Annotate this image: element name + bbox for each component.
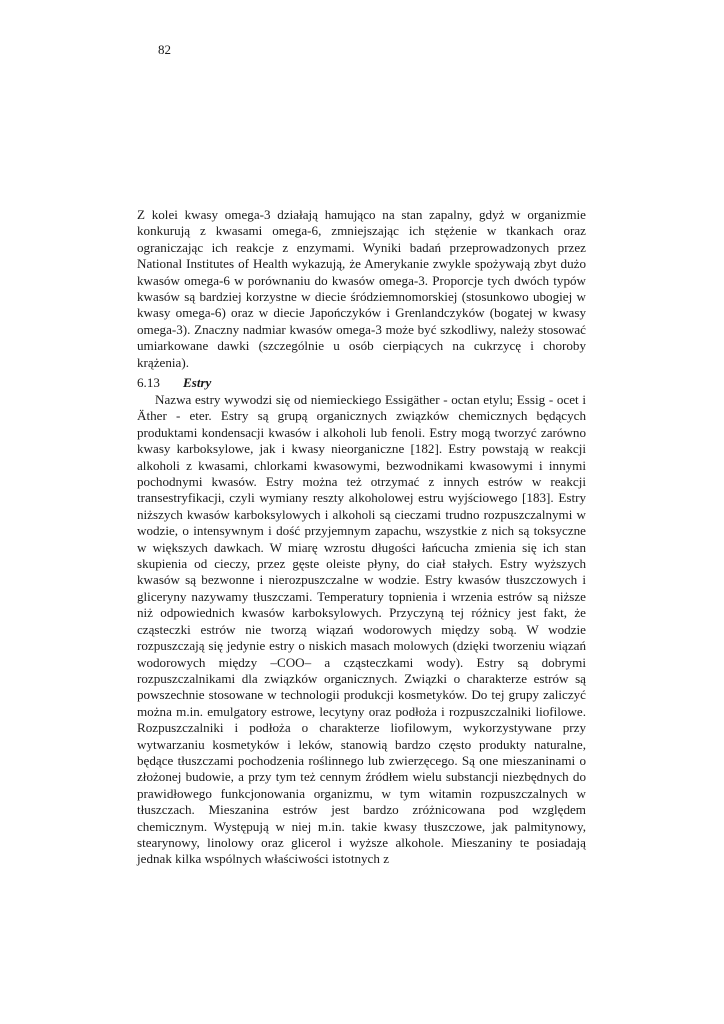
page-number: 82	[158, 42, 171, 57]
section-number: 6.13	[137, 375, 160, 390]
section-heading	[137, 375, 211, 391]
section-title: Estry	[183, 375, 212, 390]
omega-paragraph: Z kolei kwasy omega-3 działają hamująco na stan zapalny, gdyż w organizmie konkurują z kwasami omega-6, zmniejszając ich stężenie w tkankach oraz ograniczając ich reakcje z enzymami. Wyniki badań przeprowadzonych przez National Institutes of Health wykazują, że Amerykanie zwykle spożywają zbyt dużo kwasów omega-6 w porównaniu do kwasów omega-3. Proporcje tych dwóch typów kwasów są bardziej korzystne w diecie śródziemnomorskiej (stosunkowo ubogiej w kwasy omega-6) oraz w diecie Japończyków i Grenlandczyków (bogatej w kwasy omega-3). Znaczny nadmiar kwasów omega-3 może być szkodliwy, należy stosować umiarkowane dawki (szczególnie u osób cierpiących na cukrzycę i choroby krążenia).	[137, 207, 586, 370]
estry-paragraph: Nazwa estry wywodzi się od niemieckiego Essigäther - octan etylu; Essig - ocet i Äther - eter. Estry są grupą organicznych związków chemicznych będących produktami kondensacji kwasów i alkoholi lub fenoli. Estry mogą tworzyć zarówno kwasy karboksylowe, jak i kwasy nieorganiczne [182]. Estry powstają w reakcji alkoholi z kwasami, chlorkami kwasowymi, bezwodnikami kwasowymi i innymi pochodnymi kwasów. Estry można też otrzymać z innych estrów w reakcji transestryfikacji, czyli wymiany reszty alkoholowej estru wyjściowego [183]. Estry niższych kwasów karboksylowych i alkoholi są cieczami trudno rozpuszczalnymi w wodzie, o intensywnym i dość przyjemnym zapachu, wszystkie z nich są toksyczne w większych dawkach. W miarę wzrostu długości łańcucha zmienia się ich stan skupienia od cieczy, przez gęste oleiste płyny, do ciał stałych. Estry wyższych kwasów są bezwonne i nierozpuszczalne w wodzie. Estry kwasów tłuszczowych i gliceryny nazywamy tłuszczami. Temperatury topnienia i wrzenia estrów są niższe niż odpowiednich kwasów karboksylowych. Przyczyną tej różnicy jest fakt, że cząsteczki estrów nie tworzą wiązań wodorowych między sobą. W wodzie rozpuszczają się jedynie estry o niskich masach molowych (dzięki tworzeniu wiązań wodorowych między –COO– a cząsteczkami wody). Estry są dobrymi rozpuszczalnikami dla związków organicznych. Związki o charakterze estrów są powszechnie stosowane w technologii produkcji kosmetyków. Do tej grupy zaliczyć można m.in. emulgatory estrowe, lecytyny oraz podłoża i rozpuszczalniki liofilowe. Rozpuszczalniki i podłoża o charakterze liofilowym, wykorzystywane przy wytwarzaniu kosmetyków i leków, stanowią bardzo często produkty naturalne, będące tłuszczami pochodzenia roślinnego lub zwierzęcego. Są one mieszaninami o złożonej budowie, a przy tym też cennym źródłem wielu substancji niezbędnych do prawidłowego funkcjonowania organizmu, w tym witamin rozpuszczalnych w tłuszczach. Mieszanina estrów jest bardzo zróżnicowana pod względem chemicznym. Występują w niej m.in. takie kwasy tłuszczowe, jak palmitynowy, stearynowy, linolowy oraz glicerol i wyższe alkohole. Mieszaniny te posiadają jednak kilka wspólnych właściwości istotnych z	[137, 392, 586, 867]
